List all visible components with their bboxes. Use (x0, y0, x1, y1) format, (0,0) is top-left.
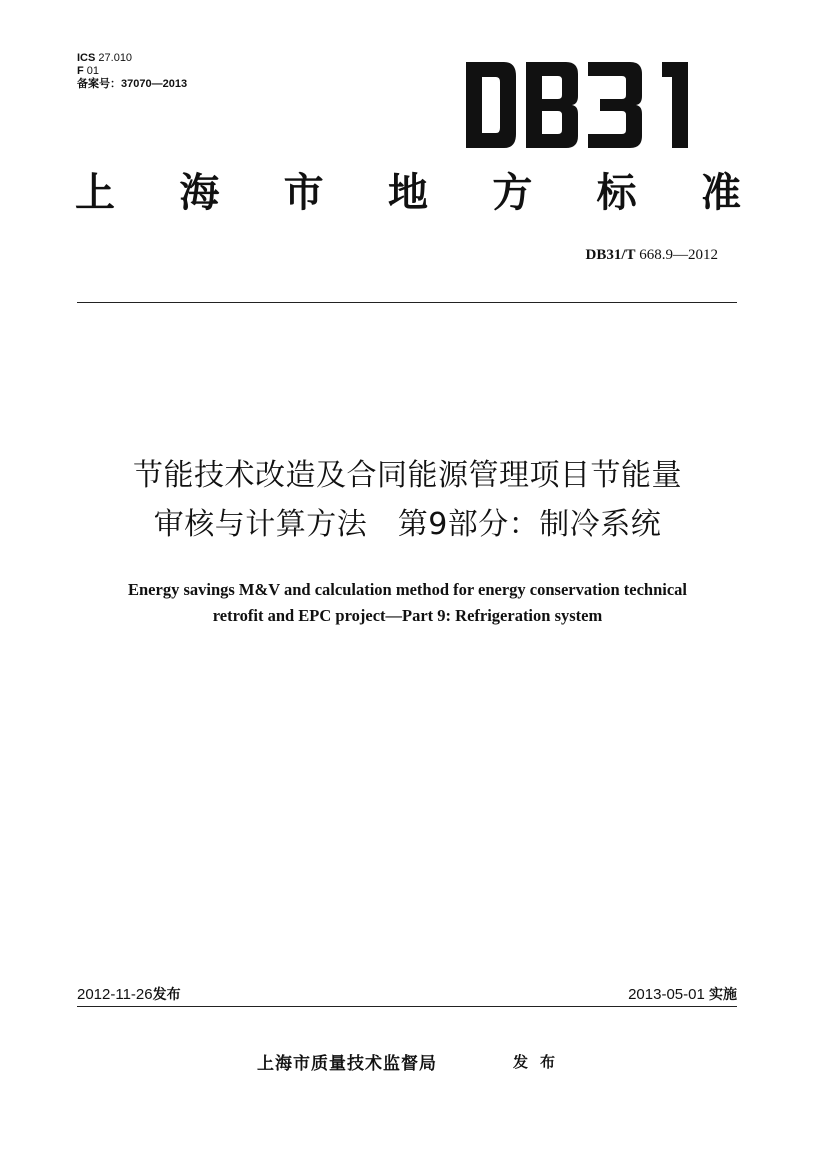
issue-date (77, 984, 181, 1004)
implement-date-value: 2013-05-01 (628, 986, 705, 1003)
header-divider (77, 302, 737, 303)
standard-codes (77, 52, 187, 91)
title-en-line1: Energy savings M&V and calculation method for energy conservation technical (128, 580, 687, 599)
ics-code: 27.010 (98, 52, 133, 64)
issuing-authority: 上海市质量技术监督局 (257, 1054, 437, 1074)
issuing-action: 发布 (513, 1053, 568, 1071)
ccs-line (77, 65, 187, 78)
ccs-code: 01 (86, 65, 100, 77)
implement-date (628, 984, 737, 1004)
standard-type-char: 方 (492, 170, 533, 216)
standard-number (585, 247, 718, 264)
standard-number-value: 668.9—2012 (639, 247, 718, 263)
standard-type-char: 地 (387, 170, 428, 216)
standard-type-char: 准 (700, 170, 741, 216)
issue-date-label: 发布 (152, 987, 181, 1003)
title-cn-line1: 节能技术改造及合同能源管理项目节能量 (133, 458, 682, 493)
standard-type-char: 标 (596, 170, 637, 216)
title-en-line2: retrofit and EPC project—Part 9: Refrigeration system (212, 606, 603, 625)
filing-number: 备案号：37070—2013 (77, 78, 188, 90)
ics-line (77, 52, 187, 65)
standard-type-char: 海 (179, 170, 220, 216)
ccs-label: F (77, 65, 84, 77)
issue-date-value: 2012-11-26 (77, 986, 153, 1003)
implement-date-label: 实施 (709, 987, 737, 1003)
standard-type-heading (75, 165, 741, 221)
title-cn-line2: 审核与计算方法 第9部分：制冷系统 (153, 507, 662, 542)
db31-logo (466, 62, 698, 148)
ics-label: ICS (77, 52, 96, 64)
standard-number-prefix: DB31/T (585, 247, 636, 263)
standard-type-char: 上 (75, 170, 115, 216)
standard-type-char: 市 (283, 170, 324, 216)
footer-divider (77, 1006, 737, 1007)
